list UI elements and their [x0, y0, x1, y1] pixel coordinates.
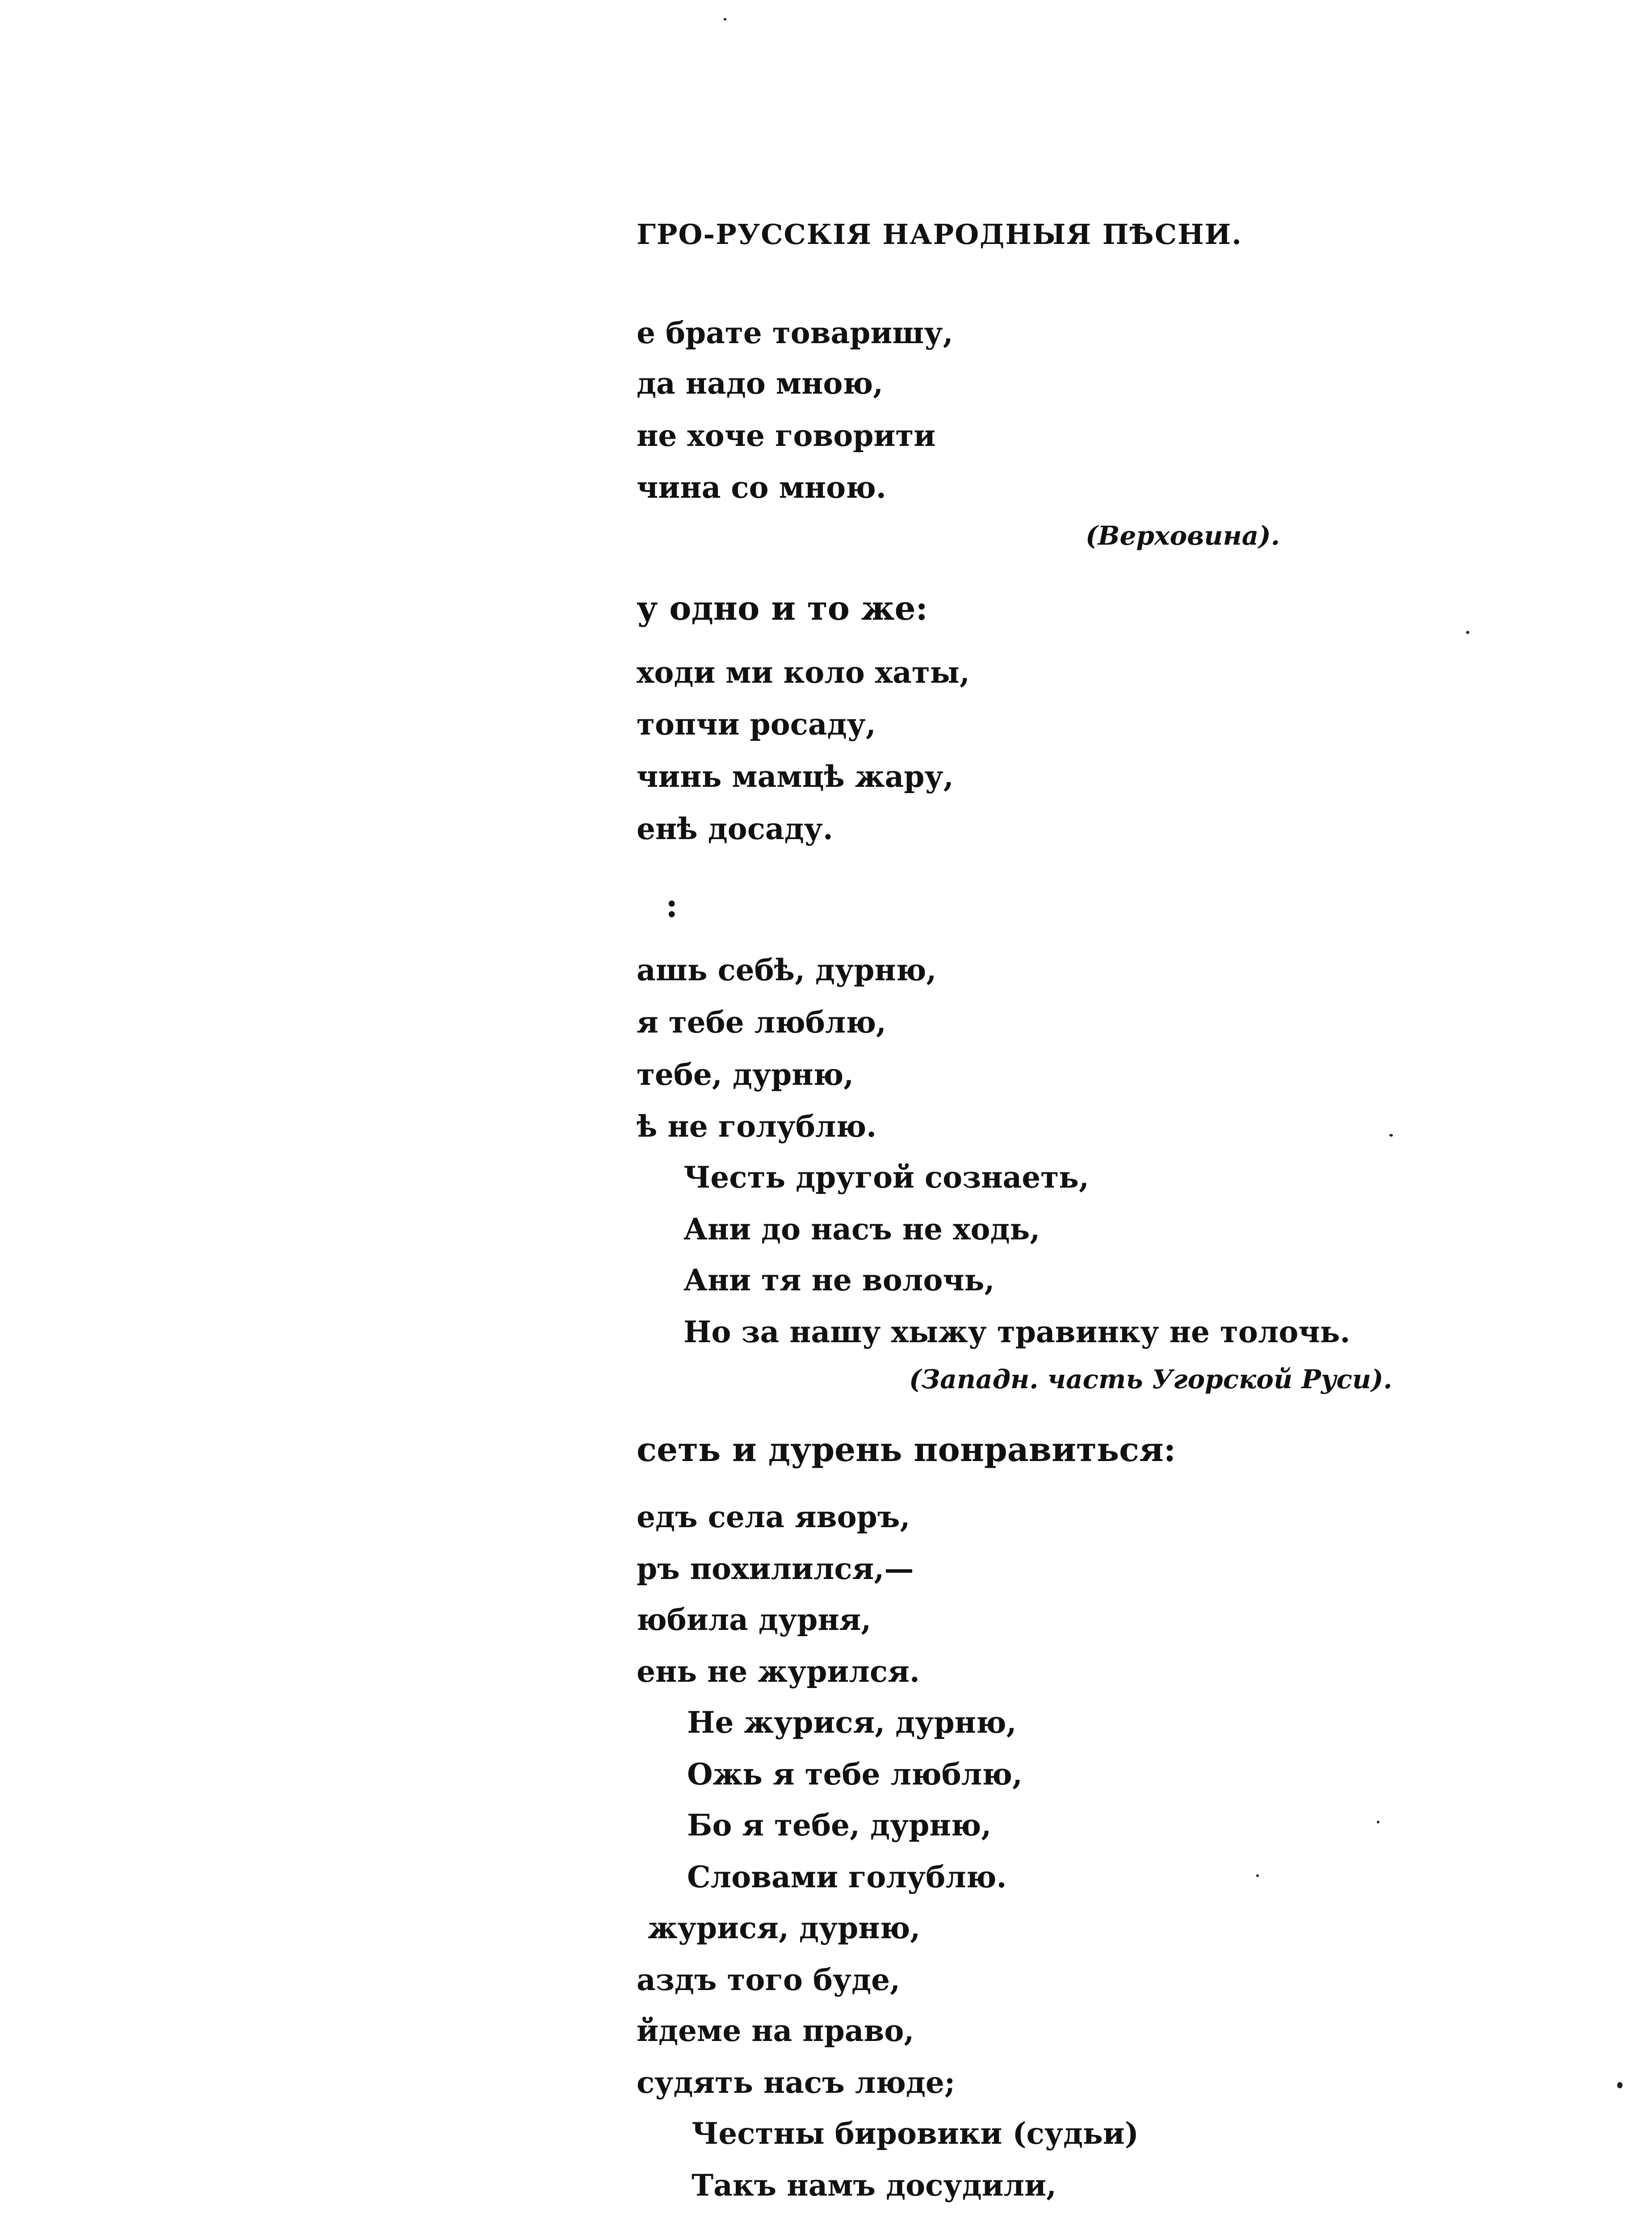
verse-line: топчи росаду, [637, 707, 876, 742]
source-attribution: (Западн. часть Угорской Руси). [909, 1364, 1392, 1394]
verse-line: ходи ми коло хаты, [637, 655, 970, 690]
verse-line: ѣ не голублю. [637, 1109, 877, 1144]
verse-line: чинь мамцѣ жару, [637, 759, 954, 794]
scan-speck [1377, 1821, 1379, 1823]
scan-speck [1256, 1874, 1259, 1877]
verse-line: Бо я тебе, дурню, [687, 1808, 992, 1843]
verse-line: Ани тя не волочь, [683, 1263, 995, 1298]
verse-line: юбила дурня, [637, 1602, 872, 1637]
prose-line: у одно и то же: [637, 589, 928, 628]
verse-line: Честь другой сознаеть, [683, 1160, 1089, 1195]
scan-speck [1389, 1134, 1393, 1137]
verse-line: тебе, дурню, [637, 1057, 854, 1092]
verse-line: Но за нашу хыжу травинку не толочь. [683, 1314, 1350, 1349]
running-head: ГРО-РУССКIЯ НАРОДНЫЯ ПѢСНИ. [637, 218, 1242, 251]
verse-line: Ани до насъ не ходь, [683, 1212, 1040, 1247]
verse-line: йдеме на право, [637, 2013, 914, 2048]
verse-line: не хоче говорити [637, 418, 936, 453]
verse-line: енѣ досаду. [637, 811, 833, 846]
verse-line: ръ похилился,— [637, 1551, 914, 1586]
scan-speck [1617, 2082, 1623, 2088]
prose-line: : [666, 886, 678, 925]
verse-line: Такъ намъ досудили, [692, 2168, 1057, 2203]
verse-line: Честны бировики (судьи) [692, 2116, 1139, 2151]
verse-line: журися, дурню, [648, 1911, 921, 1945]
verse-line: Не журися, дурню, [687, 1705, 1017, 1740]
verse-line: чина со мною. [637, 470, 886, 505]
source-attribution: (Верховина). [1086, 521, 1280, 551]
verse-line: е брате товаришу, [637, 315, 953, 350]
verse-line: ень не журился. [637, 1654, 920, 1689]
verse-line: ашь себѣ, дурню, [637, 953, 937, 987]
verse-line: Ожь я тебе люблю, [687, 1757, 1023, 1792]
verse-line: судять насъ люде; [637, 2065, 956, 2100]
verse-line: аздъ того буде, [637, 1962, 901, 1997]
verse-line: едъ села яворъ, [637, 1499, 910, 1534]
verse-line: да надо мною, [637, 366, 884, 401]
prose-line: сеть и дурень понравиться: [637, 1431, 1176, 1469]
verse-line: Словами голублю. [687, 1860, 1007, 1894]
scan-speck [724, 18, 726, 21]
verse-line: я тебе люблю, [637, 1005, 887, 1040]
scan-speck [1466, 631, 1469, 634]
